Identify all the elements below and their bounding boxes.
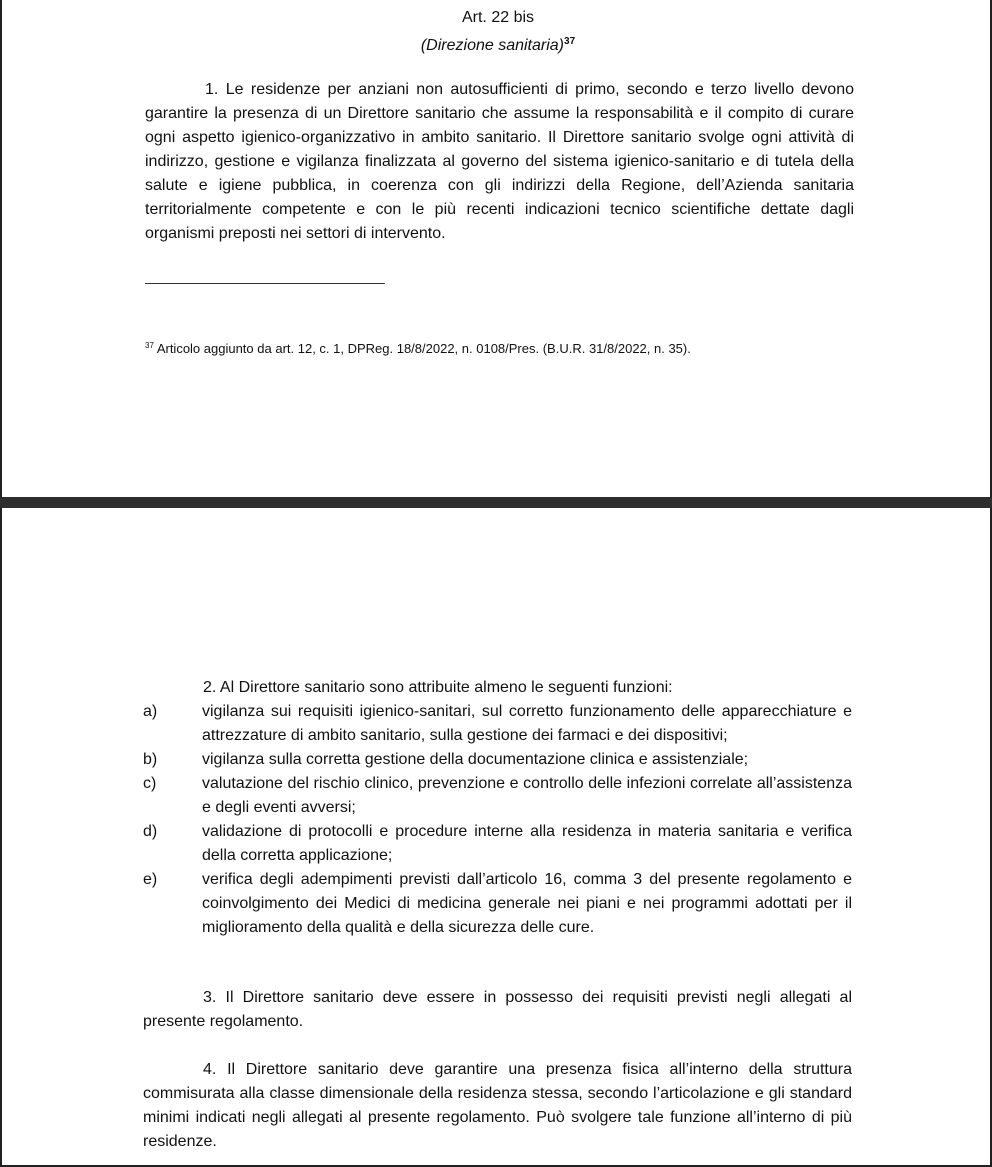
paragraph-3: 3. Il Direttore sanitario deve essere in possesso dei requisiti previsti negli allegati al presente regolamento. <box>143 989 852 1030</box>
list-item <box>143 868 852 940</box>
list-item-letter: e) <box>143 871 158 888</box>
page-divider <box>0 497 992 508</box>
article-subtitle <box>2 31 992 57</box>
list-item-text: verifica degli adempimenti previsti dall’articolo 16, comma 3 del presente regolamento e coinvolgimento dei Medici di medicina generale nei piani e nei programmi adottati per il miglioramento della qualità e della sicurezza delle cure. <box>202 871 852 936</box>
list-item-letter: c) <box>143 775 157 792</box>
list-item-letter: b) <box>143 751 158 768</box>
article-number: Art. 22 bis <box>461 9 535 26</box>
list-item <box>143 820 852 868</box>
list-item-letter: a) <box>143 703 158 720</box>
paragraph-4: 4. Il Direttore sanitario deve garantire una presenza fisica all’interno della struttura commisurata alla classe dimensionale della residenza stessa, secondo l’articolazione e gli standard minimi indicati negli allegati al presente regolamento. Può svolgere tale funzione all’interno di più residenze. <box>143 1061 852 1150</box>
list-item <box>143 700 852 748</box>
document-page-1 <box>0 0 992 497</box>
paragraph-1: 1. Le residenze per anziani non autosufficienti di primo, secondo e terzo livello devono garantire la presenza di un Direttore sanitario che assume la responsabilità e il compito di curare ogni aspetto igienico-organizzativo in ambito sanitario. Il Direttore sanitario svolge ogni attività di indirizzo, gestione e vigilanza finalizzata al governo del sistema igienico-sanitario e di tutela della salute e igiene pubblica, in coerenza con gli indirizzi della Regione, dell’Azienda sanitaria territorialmente competente e con le più recenti indicazioni tecnico scientifiche dettate dagli organismi preposti nei settori di intervento. <box>145 81 854 242</box>
footnote-text: Articolo aggiunto da art. 12, c. 1, DPReg. 18/8/2022, n. 0108/Pres. (B.U.R. 31/8/2022, n. 35). <box>156 341 691 356</box>
footnote <box>145 337 691 358</box>
footnote-marker: 37 <box>145 341 154 350</box>
list-item <box>143 748 852 772</box>
list-item-text: vigilanza sulla corretta gestione della documentazione clinica e assistenziale; <box>202 751 749 768</box>
list-item-letter: d) <box>143 823 158 840</box>
list-item-text: vigilanza sui requisiti igienico-sanitari, sul corretto funzionamento delle apparecchiature e attrezzature di ambito sanitario, sulla gestione dei farmaci e dei dispositivi; <box>202 703 852 744</box>
list-item <box>143 772 852 820</box>
footnote-separator <box>145 283 385 284</box>
functions-list <box>143 700 852 940</box>
article-subtitle-text: (Direzione sanitaria) <box>420 37 565 54</box>
paragraph-2-intro: 2. Al Direttore sanitario sono attribuite almeno le seguenti funzioni: <box>203 679 673 696</box>
list-item-text: valutazione del rischio clinico, prevenzione e controllo delle infezioni correlate all’assistenza e degli eventi avversi; <box>202 775 852 816</box>
list-item-text: validazione di protocolli e procedure interne alla residenza in materia sanitaria e verifica della corretta applicazione; <box>202 823 852 864</box>
footnote-reference: 37 <box>564 36 576 47</box>
